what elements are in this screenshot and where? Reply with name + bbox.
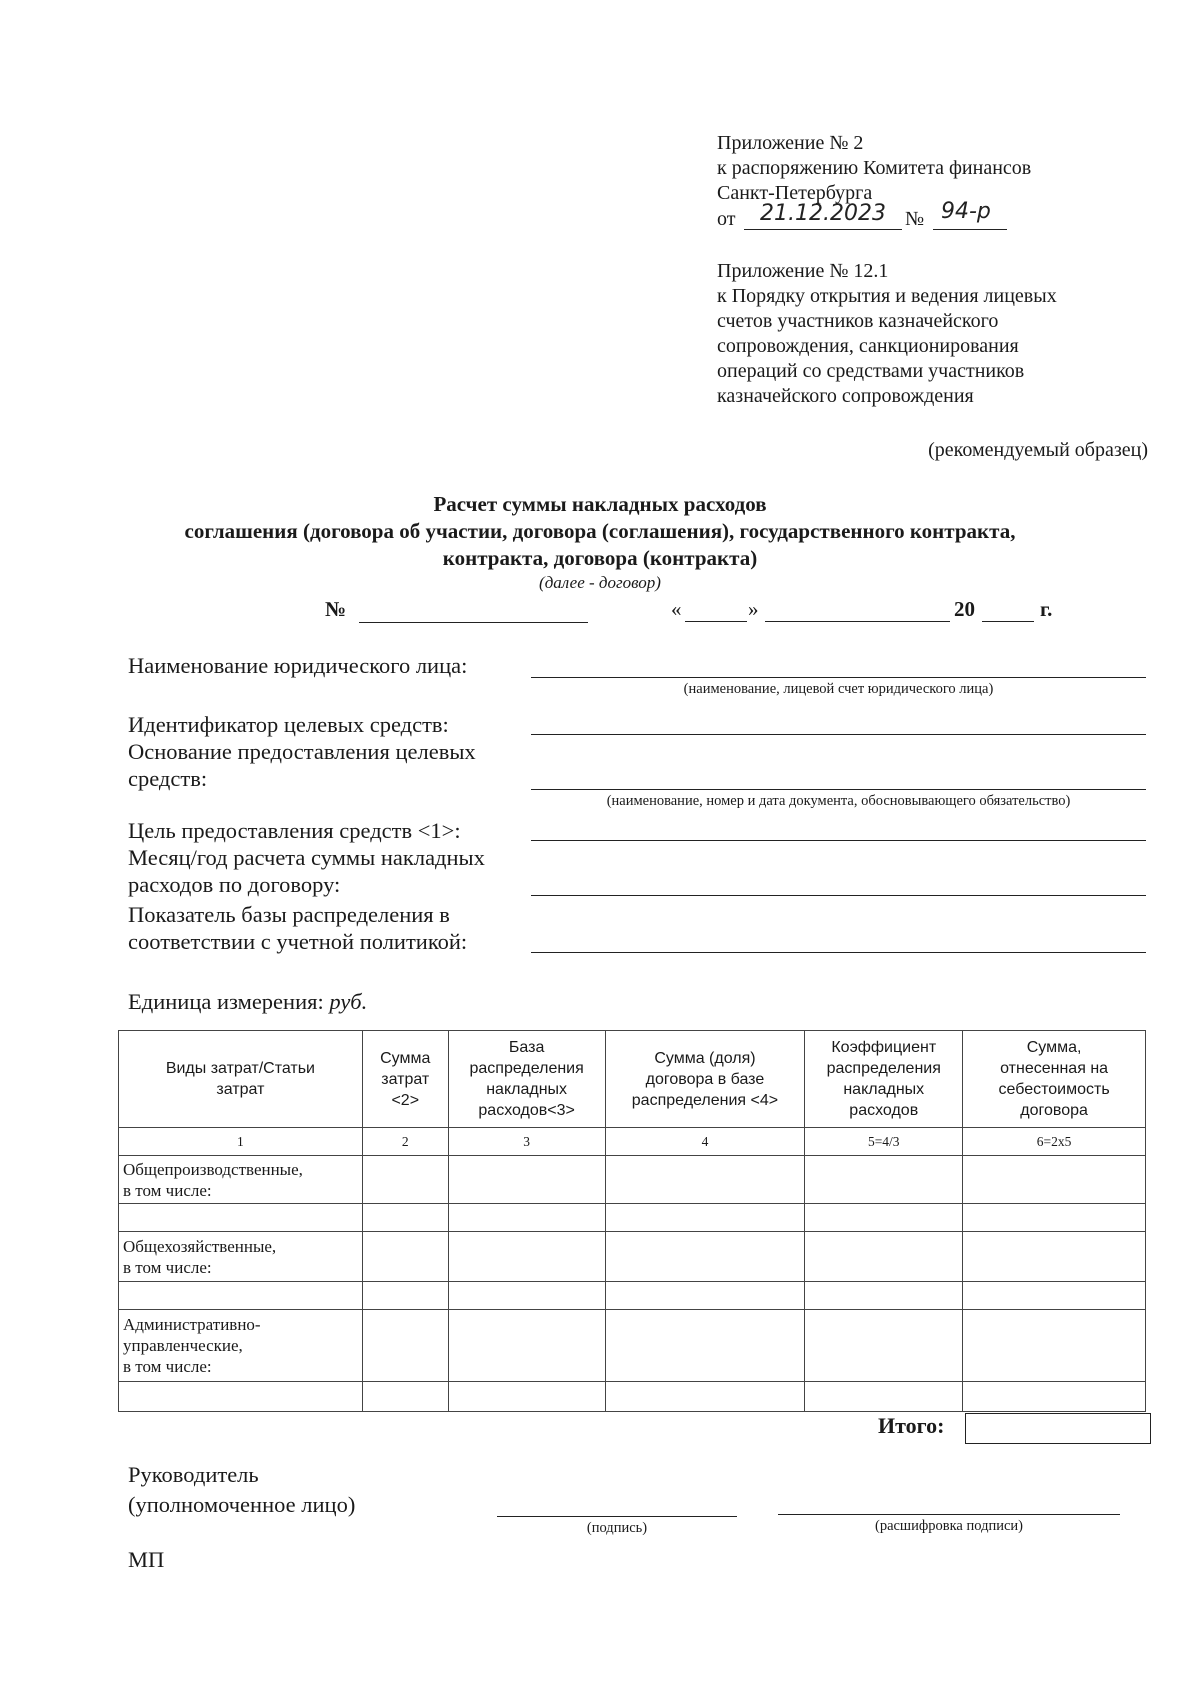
stamp-place: МП (128, 1547, 165, 1572)
month-year-field[interactable] (531, 895, 1146, 896)
table-cell[interactable] (448, 1232, 605, 1282)
month-year-label-line-2: расходов по договору: (128, 872, 341, 897)
header-distribution-base: База распределения накладных расходов<3> (448, 1031, 605, 1128)
table-cell[interactable] (362, 1232, 448, 1282)
contract-number-sign: № (325, 597, 347, 621)
appendix2-line-4: сопровождения, санкционирования (717, 335, 1019, 357)
table-cell[interactable] (605, 1310, 805, 1382)
table-row (119, 1310, 1146, 1382)
table-cell[interactable] (963, 1232, 1146, 1282)
table-cell[interactable] (605, 1204, 805, 1232)
indicator-label-line-2: соответствии с учетной политикой: (128, 929, 468, 954)
total-field[interactable] (965, 1413, 1151, 1444)
table-cell[interactable] (448, 1382, 605, 1412)
basis-label-line-2: средств: (128, 766, 208, 791)
appendix-line-3: Санкт-Петербурга (717, 182, 873, 204)
table-column-numbers-row (119, 1128, 1146, 1156)
table-cell[interactable] (805, 1204, 963, 1232)
table-row (119, 1282, 1146, 1310)
head-label-line-2: (уполномоченное лицо) (128, 1492, 356, 1517)
table-cell[interactable] (448, 1310, 605, 1382)
date-quote-close: » (748, 597, 759, 621)
table-cell[interactable] (605, 1382, 805, 1412)
signature-field[interactable] (497, 1516, 737, 1517)
table-cell[interactable] (805, 1156, 963, 1204)
appendix2-line-1: Приложение № 12.1 (717, 260, 889, 282)
legal-entity-caption: (наименование, лицевой счет юридического лица) (683, 681, 994, 697)
table-cell[interactable] (362, 1310, 448, 1382)
table-cell[interactable] (963, 1310, 1146, 1382)
column-number-1: 1 (119, 1128, 363, 1156)
table-cell[interactable] (119, 1382, 363, 1412)
basis-caption: (наименование, номер и дата документа, обосновывающего обязательство) (606, 793, 1071, 809)
appendix-number-handwritten: 94-р (941, 199, 991, 224)
row-label-general-production: Общепроизводственные, в том числе: (119, 1156, 363, 1204)
date-year-field[interactable] (982, 621, 1034, 622)
row-label-administrative: Административно- управленческие, в том числе: (119, 1310, 363, 1382)
table-cell[interactable] (805, 1310, 963, 1382)
row-label-general-business: Общехозяйственные, в том числе: (119, 1232, 363, 1282)
date-quote-open: « (671, 597, 682, 621)
table-cell[interactable] (963, 1382, 1146, 1412)
purpose-field[interactable] (531, 840, 1146, 841)
appendix2-line-2: к Порядку открытия и ведения лицевых (717, 285, 1057, 307)
month-year-label-line-1: Месяц/год расчета суммы накладных (128, 845, 485, 870)
total-label: Итого: (878, 1413, 945, 1438)
table-cell[interactable] (362, 1382, 448, 1412)
unit-row (128, 988, 367, 1015)
column-number-2: 2 (362, 1128, 448, 1156)
table-cell[interactable] (362, 1204, 448, 1232)
table-cell[interactable] (448, 1282, 605, 1310)
table-row (119, 1204, 1146, 1232)
table-cell[interactable] (605, 1232, 805, 1282)
indicator-label-line-1: Показатель базы распределения в (128, 902, 450, 927)
contract-number-field[interactable] (359, 622, 588, 623)
table-cell[interactable] (448, 1204, 605, 1232)
signature-decode-caption: (расшифровка подписи) (874, 1518, 1024, 1534)
legal-entity-label: Наименование юридического лица: (128, 653, 468, 678)
document-title-line-1: Расчет суммы накладных расходов (433, 492, 767, 516)
date-year-suffix: г. (1040, 597, 1053, 621)
target-funds-id-field[interactable] (531, 734, 1146, 735)
table-cell[interactable] (605, 1282, 805, 1310)
header-cost-sum: Сумма затрат <2> (362, 1031, 448, 1128)
appendix-date-prefix: от (717, 208, 736, 230)
legal-entity-field[interactable] (531, 677, 1146, 678)
signature-caption: (подпись) (586, 1520, 648, 1536)
document-title-line-3: контракта, договора (контракта) (442, 546, 758, 570)
appendix-line-2: к распоряжению Комитета финансов (717, 157, 1032, 179)
table-cell[interactable] (805, 1382, 963, 1412)
appendix-date-underline (744, 229, 902, 230)
appendix-date-handwritten: 21.12.2023 (760, 201, 886, 226)
appendix2-line-3: счетов участников казначейского (717, 310, 999, 332)
table-cell[interactable] (119, 1282, 363, 1310)
basis-field[interactable] (531, 789, 1146, 790)
column-number-3: 3 (448, 1128, 605, 1156)
target-funds-id-label: Идентификатор целевых средств: (128, 712, 449, 737)
table-cell[interactable] (605, 1156, 805, 1204)
table-cell[interactable] (362, 1156, 448, 1204)
table-header-row (119, 1031, 1146, 1128)
indicator-field[interactable] (531, 952, 1146, 953)
purpose-label: Цель предоставления средств <1>: (128, 818, 461, 843)
table-row (119, 1232, 1146, 1282)
table-cell[interactable] (963, 1156, 1146, 1204)
column-number-4: 4 (605, 1128, 805, 1156)
table-cell[interactable] (805, 1282, 963, 1310)
table-cell[interactable] (448, 1156, 605, 1204)
table-row (119, 1382, 1146, 1412)
document-title-line-2: соглашения (договора об участии, договора (соглашения), государственного контракта, (184, 519, 1016, 543)
date-day-field[interactable] (685, 621, 747, 622)
unit-label: Единица измерения: (128, 989, 324, 1014)
header-cost-types: Виды затрат/Статьи затрат (119, 1031, 363, 1128)
appendix2-line-5: операций со средствами участников (717, 360, 1025, 382)
table-cell[interactable] (963, 1204, 1146, 1232)
table-cell[interactable] (362, 1282, 448, 1310)
unit-value: руб. (329, 989, 368, 1014)
table-cell[interactable] (963, 1282, 1146, 1310)
basis-label-line-1: Основание предоставления целевых (128, 739, 476, 764)
table-row (119, 1156, 1146, 1204)
signature-decode-field[interactable] (778, 1514, 1120, 1515)
date-year-prefix: 20 (954, 597, 975, 621)
header-contract-share: Сумма (доля) договора в базе распределения <4> (605, 1031, 805, 1128)
head-label-line-1: Руководитель (128, 1462, 259, 1487)
date-month-field[interactable] (765, 621, 950, 622)
header-allocated-sum: Сумма, отнесенная на себестоимость договора (963, 1031, 1146, 1128)
appendix-number-underline (933, 229, 1007, 230)
document-subtitle: (далее - договор) (539, 573, 661, 592)
recommended-sample-note: (рекомендуемый образец) (928, 439, 1148, 461)
header-coefficient: Коэффициент распределения накладных расходов (805, 1031, 963, 1128)
appendix-number-prefix: № (905, 208, 925, 230)
table-cell[interactable] (805, 1232, 963, 1282)
column-number-6: 6=2x5 (963, 1128, 1146, 1156)
table-cell[interactable] (119, 1204, 363, 1232)
column-number-5: 5=4/3 (805, 1128, 963, 1156)
overhead-calculation-table (118, 1030, 1146, 1412)
appendix-line-1: Приложение № 2 (717, 132, 864, 154)
appendix2-line-6: казначейского сопровождения (717, 385, 974, 407)
